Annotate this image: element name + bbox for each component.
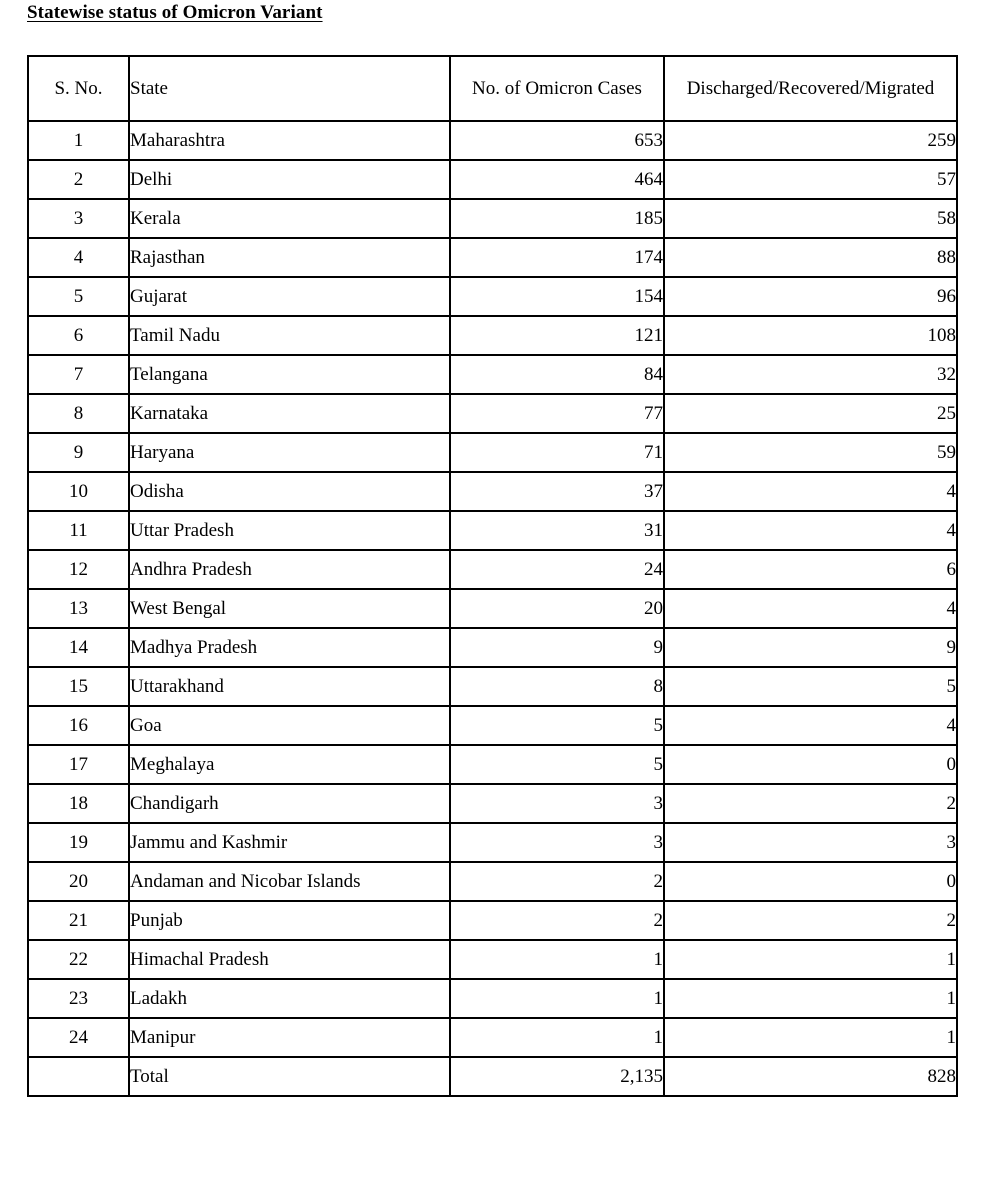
cell-omicron-cases: 5 [450,745,664,784]
table-row [28,784,957,823]
cell-omicron-cases: 84 [450,355,664,394]
cell-serial-number: 1 [28,121,129,160]
cell-serial-number: 11 [28,511,129,550]
cell-serial-number: 23 [28,979,129,1018]
cell-omicron-cases: 9 [450,628,664,667]
cell-state-name: Maharashtra [129,121,450,160]
cell-state-name: Uttar Pradesh [129,511,450,550]
cell-serial-number: 3 [28,199,129,238]
table-row [28,745,957,784]
cell-omicron-cases: 24 [450,550,664,589]
cell-discharged-recovered-migrated: 4 [664,706,957,745]
cell-state-name: Kerala [129,199,450,238]
cell-serial-number: 13 [28,589,129,628]
cell-discharged-recovered-migrated: 3 [664,823,957,862]
column-header-serial-number: S. No. [28,56,129,121]
cell-state-name: Jammu and Kashmir [129,823,450,862]
table-row [28,355,957,394]
cell-omicron-cases: 121 [450,316,664,355]
table-row [28,316,957,355]
cell-omicron-cases: 2 [450,901,664,940]
cell-omicron-cases: 185 [450,199,664,238]
cell-omicron-cases: 2 [450,862,664,901]
cell-state-name: Telangana [129,355,450,394]
table-header-row [28,56,957,121]
column-header-state: State [129,56,450,121]
cell-serial-number: 4 [28,238,129,277]
cell-serial-number [28,1057,129,1096]
cell-omicron-cases: 154 [450,277,664,316]
table-row [28,979,957,1018]
cell-discharged-recovered-migrated: 5 [664,667,957,706]
table-row [28,550,957,589]
page-title: Statewise status of Omicron Variant [27,2,323,23]
cell-serial-number: 16 [28,706,129,745]
cell-discharged-recovered-migrated: 108 [664,316,957,355]
cell-serial-number: 6 [28,316,129,355]
cell-discharged-recovered-migrated: 1 [664,940,957,979]
cell-state-name: Odisha [129,472,450,511]
cell-omicron-cases: 653 [450,121,664,160]
cell-omicron-cases: 20 [450,589,664,628]
cell-serial-number: 14 [28,628,129,667]
table-row [28,199,957,238]
cell-serial-number: 17 [28,745,129,784]
cell-discharged-recovered-migrated: 1 [664,1018,957,1057]
cell-serial-number: 10 [28,472,129,511]
cell-state-name: Madhya Pradesh [129,628,450,667]
table-row [28,277,957,316]
cell-state-name: Gujarat [129,277,450,316]
table-header [28,56,957,121]
cell-discharged-recovered-migrated: 59 [664,433,957,472]
cell-omicron-cases: 464 [450,160,664,199]
table-row [28,160,957,199]
cell-discharged-recovered-migrated: 828 [664,1057,957,1096]
cell-omicron-cases: 174 [450,238,664,277]
cell-omicron-cases: 77 [450,394,664,433]
cell-serial-number: 9 [28,433,129,472]
cell-omicron-cases: 31 [450,511,664,550]
cell-discharged-recovered-migrated: 259 [664,121,957,160]
cell-state-name: Meghalaya [129,745,450,784]
cell-discharged-recovered-migrated: 25 [664,394,957,433]
cell-discharged-recovered-migrated: 2 [664,901,957,940]
cell-discharged-recovered-migrated: 0 [664,745,957,784]
cell-serial-number: 8 [28,394,129,433]
cell-discharged-recovered-migrated: 88 [664,238,957,277]
cell-state-name: Goa [129,706,450,745]
cell-serial-number: 5 [28,277,129,316]
cell-serial-number: 7 [28,355,129,394]
cell-state-name: Uttarakhand [129,667,450,706]
cell-state-name: Manipur [129,1018,450,1057]
cell-serial-number: 24 [28,1018,129,1057]
cell-discharged-recovered-migrated: 96 [664,277,957,316]
cell-omicron-cases: 1 [450,940,664,979]
column-header-discharged-recovered-migrated: Discharged/Recovered/Migrated [664,56,957,121]
cell-discharged-recovered-migrated: 4 [664,511,957,550]
cell-discharged-recovered-migrated: 6 [664,550,957,589]
table-row [28,823,957,862]
cell-discharged-recovered-migrated: 58 [664,199,957,238]
cell-serial-number: 22 [28,940,129,979]
cell-discharged-recovered-migrated: 32 [664,355,957,394]
table-body [28,121,957,1096]
cell-discharged-recovered-migrated: 9 [664,628,957,667]
cell-discharged-recovered-migrated: 57 [664,160,957,199]
table-row [28,589,957,628]
cell-omicron-cases: 3 [450,823,664,862]
table-row [28,940,957,979]
cell-state-name: Haryana [129,433,450,472]
table-total-row [28,1057,957,1096]
cell-state-name: Himachal Pradesh [129,940,450,979]
cell-omicron-cases: 1 [450,979,664,1018]
table-row [28,121,957,160]
cell-state-name: Total [129,1057,450,1096]
cell-serial-number: 15 [28,667,129,706]
cell-discharged-recovered-migrated: 0 [664,862,957,901]
cell-omicron-cases: 2,135 [450,1057,664,1096]
cell-omicron-cases: 37 [450,472,664,511]
cell-omicron-cases: 3 [450,784,664,823]
table-row [28,1018,957,1057]
cell-serial-number: 18 [28,784,129,823]
cell-state-name: Tamil Nadu [129,316,450,355]
cell-omicron-cases: 5 [450,706,664,745]
cell-state-name: Ladakh [129,979,450,1018]
cell-serial-number: 20 [28,862,129,901]
cell-state-name: West Bengal [129,589,450,628]
cell-state-name: Delhi [129,160,450,199]
cell-state-name: Andaman and Nicobar Islands [129,862,450,901]
cell-state-name: Andhra Pradesh [129,550,450,589]
table-row [28,433,957,472]
table-row [28,472,957,511]
column-header-omicron-cases: No. of Omicron Cases [450,56,664,121]
cell-serial-number: 2 [28,160,129,199]
table-row [28,628,957,667]
cell-discharged-recovered-migrated: 4 [664,589,957,628]
cell-state-name: Rajasthan [129,238,450,277]
cell-discharged-recovered-migrated: 1 [664,979,957,1018]
table-row [28,238,957,277]
omicron-statewise-table [27,55,958,1097]
cell-serial-number: 12 [28,550,129,589]
table-row [28,394,957,433]
table-row [28,511,957,550]
cell-state-name: Chandigarh [129,784,450,823]
table-row [28,667,957,706]
table-row [28,862,957,901]
cell-discharged-recovered-migrated: 4 [664,472,957,511]
cell-state-name: Karnataka [129,394,450,433]
cell-state-name: Punjab [129,901,450,940]
table-row [28,901,957,940]
cell-omicron-cases: 8 [450,667,664,706]
cell-serial-number: 19 [28,823,129,862]
cell-omicron-cases: 1 [450,1018,664,1057]
cell-serial-number: 21 [28,901,129,940]
cell-discharged-recovered-migrated: 2 [664,784,957,823]
cell-omicron-cases: 71 [450,433,664,472]
table-row [28,706,957,745]
